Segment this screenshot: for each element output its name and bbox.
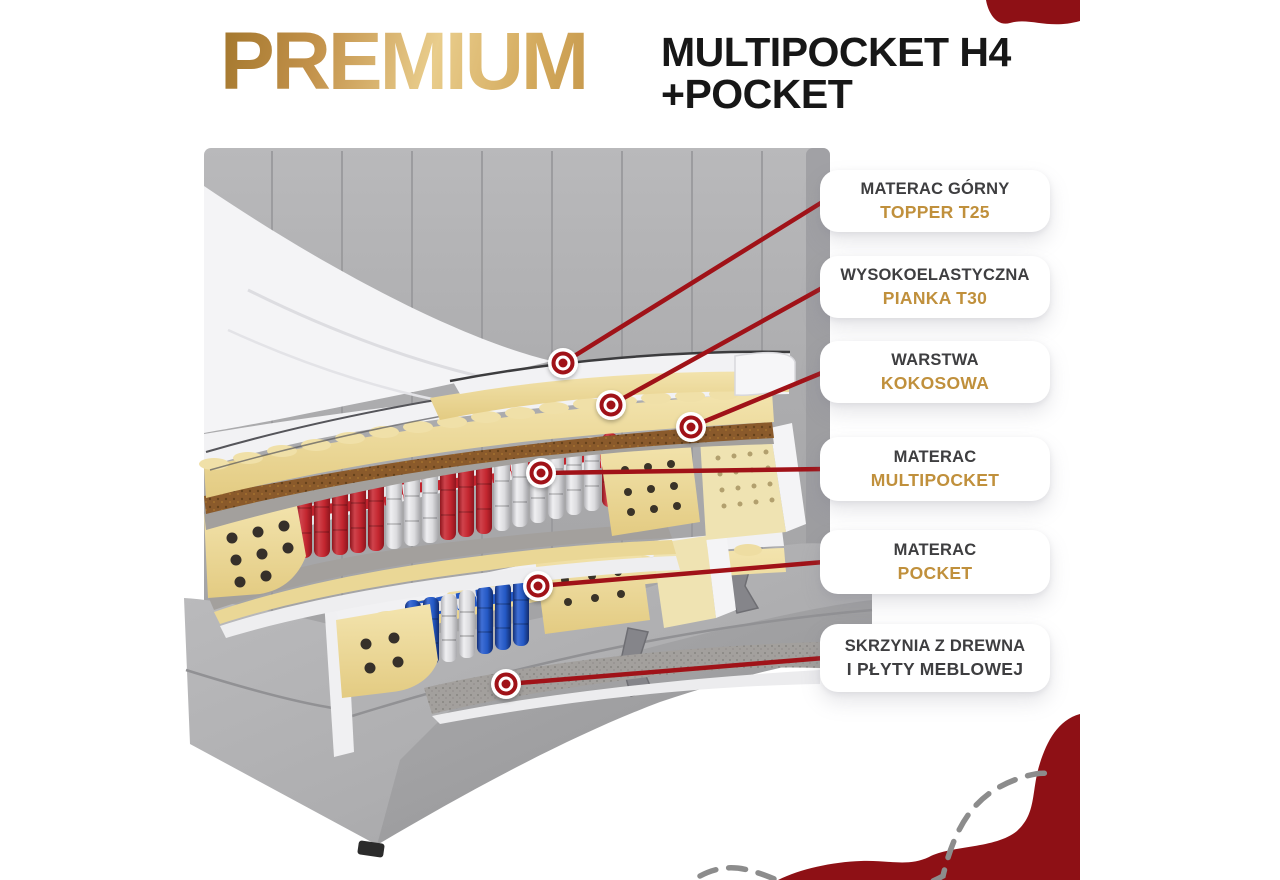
callout-marker — [526, 458, 556, 488]
model-title — [661, 31, 1011, 115]
callout-marker — [523, 571, 553, 601]
label-card-multipocket — [820, 437, 1050, 501]
label-title: MATERAC — [893, 447, 977, 466]
label-subtitle: POCKET — [897, 562, 973, 583]
callout-marker — [548, 348, 578, 378]
label-title: SKRZYNIA Z DREWNA — [844, 636, 1026, 655]
label-subtitle: MULTIPOCKET — [870, 469, 1000, 490]
label-card-pocket — [820, 530, 1050, 594]
label-card-skrzynia — [820, 624, 1050, 692]
callout-marker — [491, 669, 521, 699]
label-title: MATERAC — [893, 540, 977, 559]
label-subtitle: TOPPER T25 — [880, 201, 990, 222]
model-line-1: MULTIPOCKET H4 — [661, 29, 1011, 75]
label-title: WYSOKOELASTYCZNA — [840, 265, 1030, 284]
corner-blob-bottom — [778, 714, 1080, 880]
label-subtitle: PIANKA T30 — [882, 287, 988, 308]
label-subtitle: KOKOSOWA — [880, 372, 990, 393]
label-card-pianka — [820, 256, 1050, 318]
box-foot — [357, 840, 385, 857]
callout-marker — [676, 412, 706, 442]
label-title: MATERAC GÓRNY — [860, 179, 1010, 198]
label-title: WARSTWA — [891, 350, 979, 369]
label-subtitle: I PŁYTY MEBLOWEJ — [846, 658, 1024, 679]
brand-title: PREMIUM — [220, 14, 665, 110]
label-card-kokos — [820, 341, 1050, 403]
callout-marker — [596, 390, 626, 420]
model-line-2: +POCKET — [661, 71, 853, 117]
label-card-topper — [820, 170, 1050, 232]
corner-blob-top — [986, 0, 1080, 24]
